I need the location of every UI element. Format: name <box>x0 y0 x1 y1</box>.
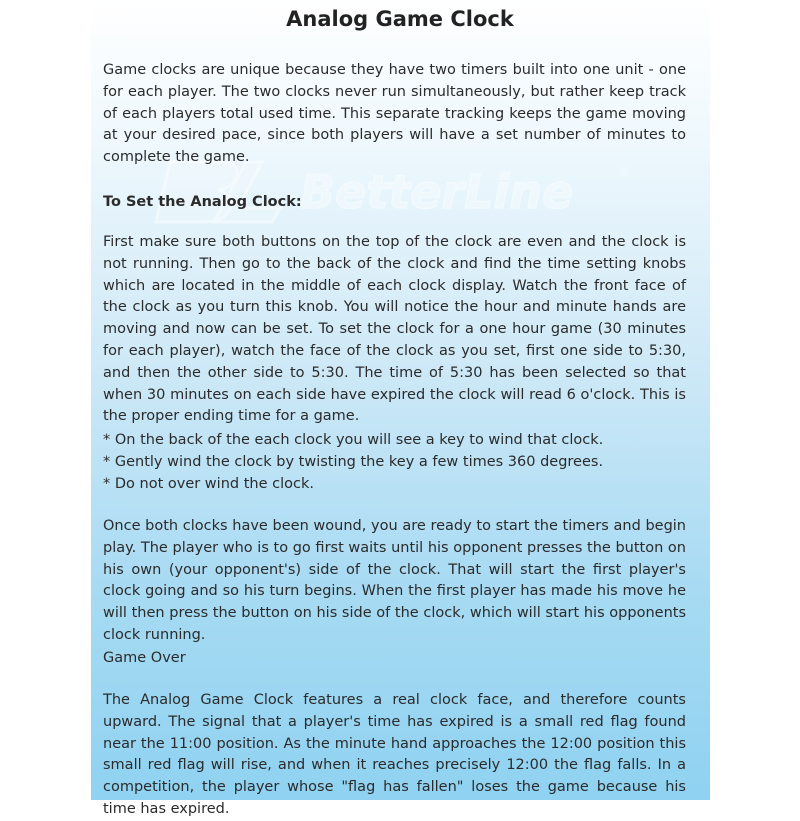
list-item: * On the back of the each clock you will see a key to wind that clock. <box>103 432 604 448</box>
game-over-paragraph: The Analog Game Clock features a real clock face, and therefore counts upward. The signal that a player's time has expired is a small red flag found near the 11:00 position. As the minute hand approaches the 12:00 position this small red flag will rise, and when it reaches precisely 12:00 the flag falls. In a competition, the player whose "flag has fallen" loses the game because his time has expired. <box>103 692 686 817</box>
start-play-paragraph: Once both clocks have been wound, you are ready to start the timers and begin play. The player who is to go first waits until his opponent presses the button on his own (your opponent's) side of the clock. That will start the first player's clock going and so his turn begins. When the first player has made his move he will then press the button on his side of the clock, which will start his opponents clock running. <box>103 518 686 643</box>
game-over-heading: Game Over <box>103 650 186 666</box>
watermark-brand-text: BetterLine <box>300 165 574 219</box>
set-clock-heading: To Set the Analog Clock: <box>103 194 302 210</box>
watermark-registered-mark: ® <box>618 165 630 179</box>
list-item: * Gently wind the clock by twisting the key a few times 360 degrees. <box>103 453 604 470</box>
list-item: * Do not over wind the clock. <box>103 475 314 492</box>
winding-instructions-list <box>103 430 686 495</box>
set-clock-paragraph: First make sure both buttons on the top of the clock are even and the clock is not running. Then go to the back of the clock and find the time setting knobs which are located in the middle of each clock display. Watch the front face of the clock as you turn this knob. You will notice the hour and minute hands are moving and now can be set. To set the clock for a one hour game (30 minutes for each player), watch the face of the clock as you set, first one side to 5:30, and then the other side to 5:30. The time of 5:30 has been selected so that when 30 minutes on each side have expired the clock will read 6 o'clock. This is the proper ending time for a game. <box>103 234 686 425</box>
intro-paragraph: Game clocks are unique because they have two timers built into one unit - one for each player. The two clocks never run simultaneously, but rather keep track of each players total used time. This separate tracking keeps the game moving at your desired pace, since both players will have a set number of minutes to complete the game. <box>103 62 686 166</box>
page-title: Analog Game Clock <box>286 7 514 31</box>
